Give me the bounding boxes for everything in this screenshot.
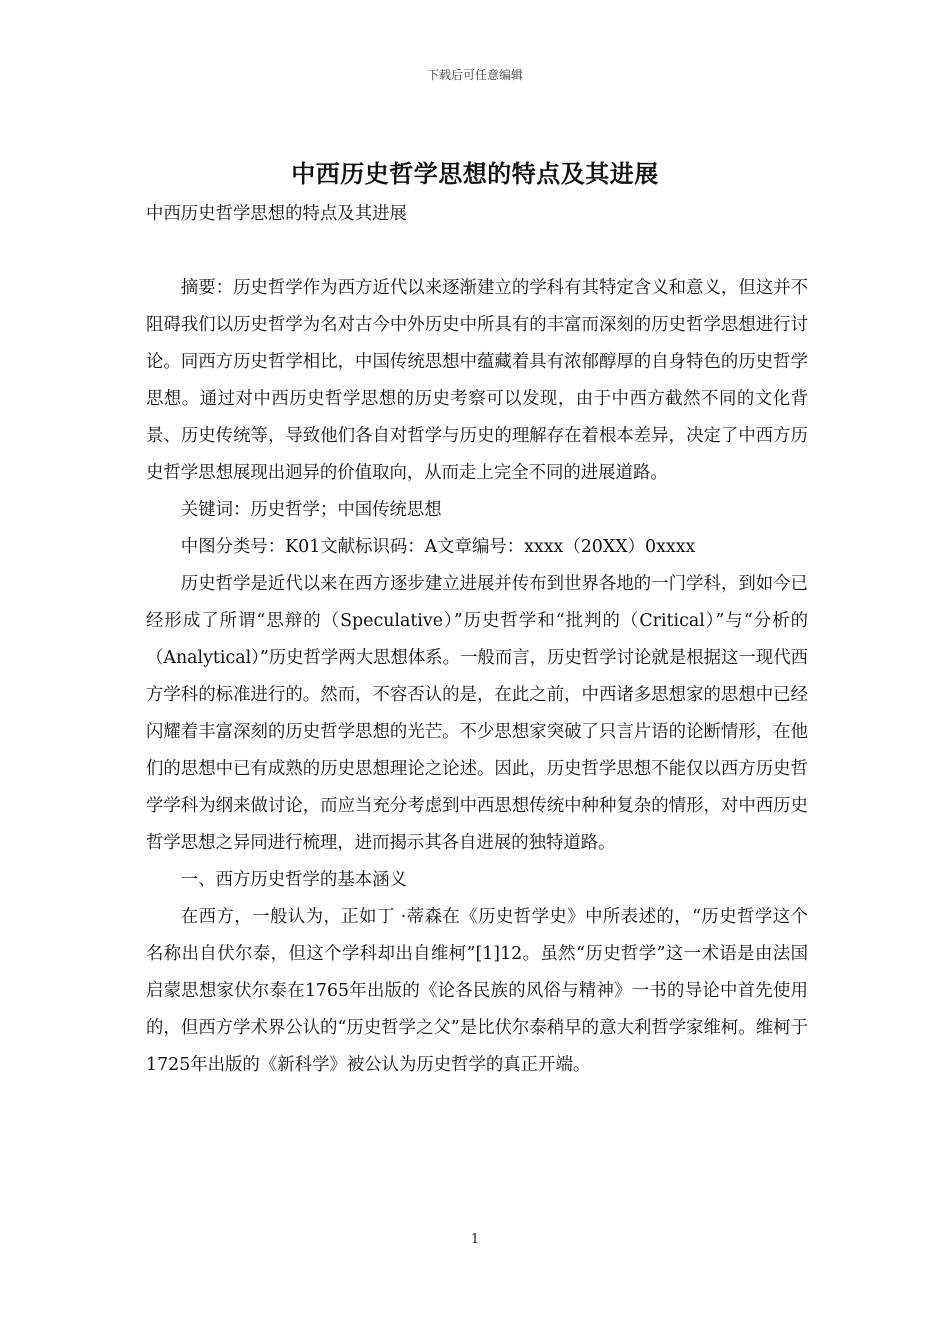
keywords-line: 关键词：历史哲学；中国传统思想 xyxy=(180,500,442,520)
section-heading: 一、西方历史哲学的基本涵义 xyxy=(180,870,407,890)
document-subtitle: 中西历史哲学思想的特点及其进展 xyxy=(146,204,407,224)
document-title: 中西历史哲学思想的特点及其进展 xyxy=(291,159,659,188)
document-body xyxy=(146,196,808,1084)
page-number: 1 xyxy=(470,1232,480,1247)
body-paragraph: 在西方，一般认为，正如丁 ·蒂森在《历史哲学史》中所表述的，“历史哲学这个名称出自伏尔泰，但这个学科却出自维柯”[1]12。虽然“历史哲学”这一术语是由法国启蒙思想家伏尔泰在1765年出版的《论各民族的风俗与精神》一书的导论中首先使用的，但西方学术界公认的“历史哲学之父”是比伏尔泰稍早的意大利哲学家维柯。维柯于1725年出版的《新科学》被公认为历史哲学的真正开端。 xyxy=(146,907,808,1075)
abstract-paragraph: 摘要：历史哲学作为西方近代以来逐渐建立的学科有其特定含义和意义，但这并不阻碍我们以历史哲学为名对古今中外历史中所具有的丰富而深刻的历史哲学思想进行讨论。同西方历史哲学相比，中国传统思想中蕴藏着具有浓郁醇厚的自身特色的历史哲学思想。通过对中西历史哲学思想的历史考察可以发现，由于中西方截然不同的文化背景、历史传统等，导致他们各自对哲学与历史的理解存在着根本差异，决定了中西方历史哲学思想展现出迥异的价值取向，从而走上完全不同的进展道路。 xyxy=(146,278,808,483)
header-note: 下载后可任意编辑 xyxy=(426,68,523,82)
intro-paragraph: 历史哲学是近代以来在西方逐步建立进展并传布到世界各地的一门学科，到如今已经形成了所谓“思辩的（Speculative）”历史哲学和“批判的（Critical）”与“分析的（Analytical）”历史哲学两大思想体系。一般而言，历史哲学讨论就是根据这一现代西方学科的标准进行的。然而，不容否认的是，在此之前，中西诸多思想家的思想中已经闪耀着丰富深刻的历史哲学思想的光芒。不少思想家突破了只言片语的论断情形，在他们的思想中已有成熟的历史思想理论之论述。因此，历史哲学思想不能仅以西方历史哲学学科为纲来做讨论，而应当充分考虑到中西思想传统中种种复杂的情形，对中西历史哲学思想之异同进行梳理，进而揭示其各自进展的独特道路。 xyxy=(146,574,808,853)
classification-line: 中图分类号：K01文献标识码：A文章编号：xxxx（20XX）0xxxx xyxy=(180,537,696,557)
